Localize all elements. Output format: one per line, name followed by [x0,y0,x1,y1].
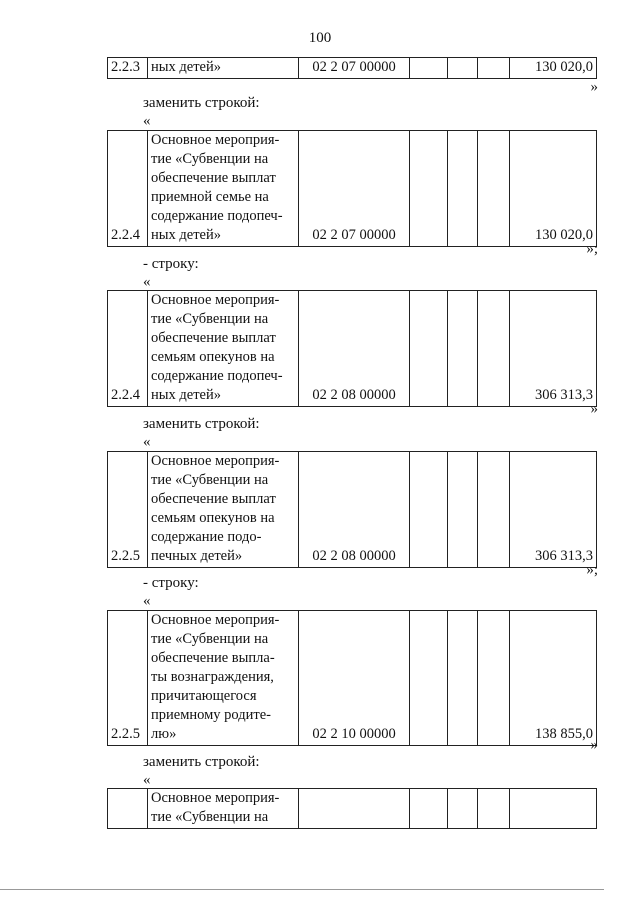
amendment-table [107,788,597,829]
closing-quote: »; [586,562,598,578]
row-amount [510,789,597,829]
table-row [108,789,597,829]
instruction-text: - строку: [143,256,199,272]
table-row [108,452,597,568]
opening-quote: « [143,593,151,609]
amendment-table [107,290,597,407]
opening-quote: « [143,772,151,788]
table-row [108,291,597,407]
row-code: 02 2 08 00000 [299,291,410,407]
empty-cell [448,452,478,568]
row-code [299,789,410,829]
empty-cell [410,452,448,568]
empty-cell [448,131,478,247]
empty-cell [448,58,478,79]
instruction-text: заменить строкой: [143,754,260,770]
row-number: 2.2.4 [108,291,148,407]
row-code: 02 2 07 00000 [299,131,410,247]
closing-quote: » [590,401,598,417]
row-name: Основное мероприя- тие «Субвенции на обеспечение выпла- ты вознаграждения, причитающегося приемному родите- лю» [148,611,299,746]
row-code: 02 2 07 00000 [299,58,410,79]
closing-quote: » [590,79,598,95]
row-name: Основное мероприя- тие «Субвенции на обеспечение выплат приемной семье на содержание подопеч- ных детей» [148,131,299,247]
amendment-table [107,610,597,746]
empty-cell [410,131,448,247]
row-amount: 130 020,0 [510,131,597,247]
instruction-text: - строку: [143,575,199,591]
opening-quote: « [143,113,151,129]
table-row [108,58,597,79]
opening-quote: « [143,274,151,290]
empty-cell [478,452,510,568]
closing-quote: » [590,737,598,753]
amendment-table [107,451,597,568]
empty-cell [410,58,448,79]
opening-quote: « [143,434,151,450]
row-name: ных детей» [148,58,299,79]
empty-cell [448,291,478,407]
row-amount: 138 855,0 [510,611,597,746]
empty-cell [410,291,448,407]
empty-cell [478,789,510,829]
row-code: 02 2 10 00000 [299,611,410,746]
closing-quote: »; [586,241,598,257]
row-number [108,789,148,829]
table-row [108,131,597,247]
instruction-text: заменить строкой: [143,95,260,111]
page-number: 100 [308,30,332,46]
row-amount: 130 020,0 [510,58,597,79]
row-number: 2.2.3 [108,58,148,79]
table-row [108,611,597,746]
row-number: 2.2.5 [108,452,148,568]
row-name: Основное мероприя- тие «Субвенции на обеспечение выплат семьям опекунов на содержание подо- печных детей» [148,452,299,568]
row-number: 2.2.5 [108,611,148,746]
fragment-table [107,57,597,79]
row-name: Основное мероприя- тие «Субвенции на обеспечение выплат семьям опекунов на содержание подопеч- ных детей» [148,291,299,407]
empty-cell [478,291,510,407]
empty-cell [410,611,448,746]
empty-cell [410,789,448,829]
page-bottom-rule [0,889,604,890]
row-name: Основное мероприя- тие «Субвенции на [148,789,299,829]
empty-cell [448,611,478,746]
row-amount: 306 313,3 [510,291,597,407]
empty-cell [478,611,510,746]
amendment-table [107,130,597,247]
row-code: 02 2 08 00000 [299,452,410,568]
empty-cell [478,131,510,247]
empty-cell [448,789,478,829]
empty-cell [478,58,510,79]
row-amount: 306 313,3 [510,452,597,568]
instruction-text: заменить строкой: [143,416,260,432]
row-number: 2.2.4 [108,131,148,247]
